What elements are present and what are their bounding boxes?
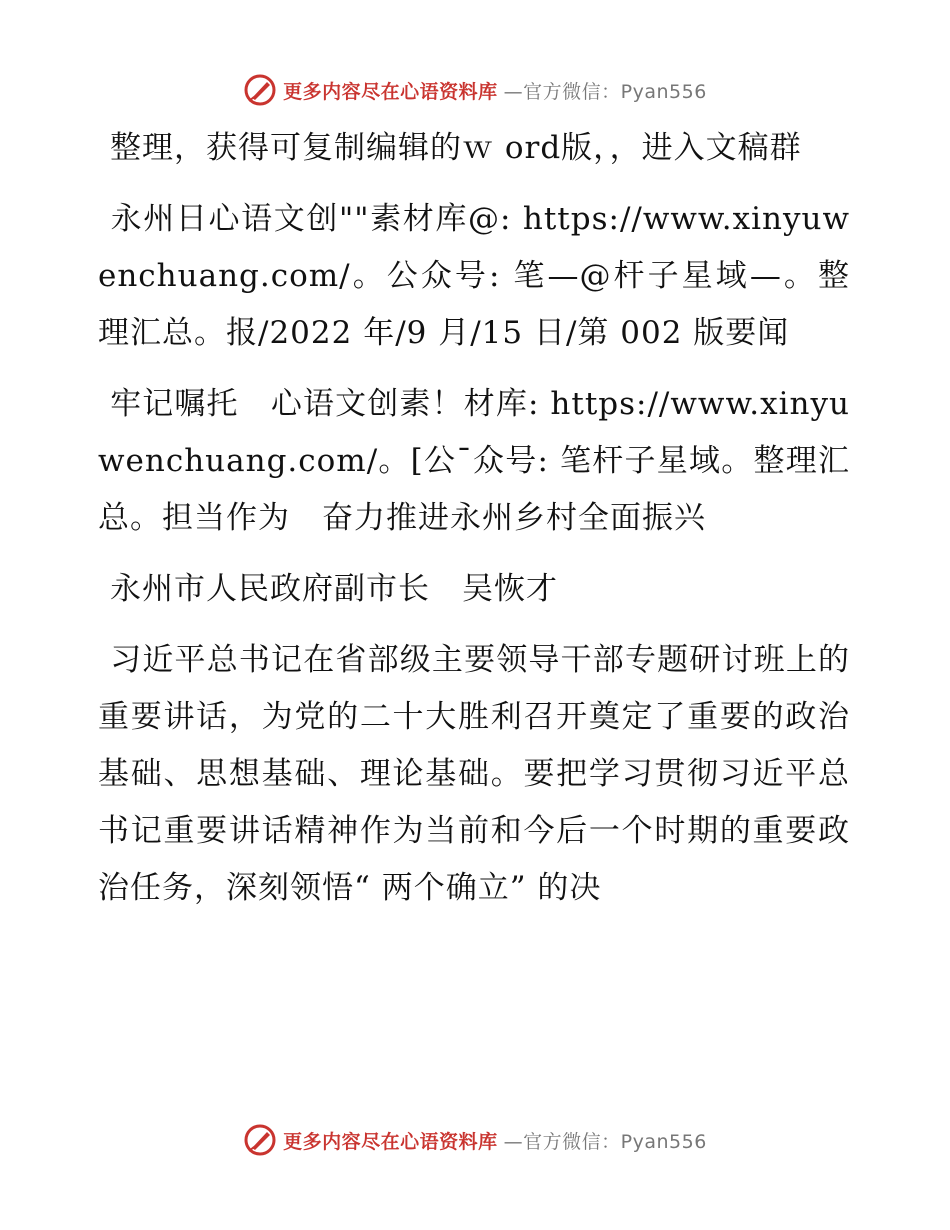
paragraph-headline: 牢记嘱托 心语文创素！材库: https://www.xinyuwenchuang.com/。[公¯众号: 笔杆子星域。整理汇总。担当作为 奋力推进永州乡村全面振兴 (98, 386, 850, 536)
header-watermark (0, 70, 950, 110)
watermark-main-text: 更多内容尽在心语资料库 (283, 80, 498, 103)
document-body (98, 120, 850, 931)
quill-pen-logo-icon (243, 73, 277, 107)
footer-watermark (0, 1120, 950, 1160)
paragraph-author: 永州市人民政府副市长 吴恢才 (110, 571, 558, 607)
paragraph-intro: 整理，获得可复制编辑的ｗ ord版，，进入文稿群 (110, 130, 802, 166)
watermark-sub-text: —官方微信：Pyan556 (503, 1130, 707, 1153)
quill-pen-logo-icon (243, 1123, 277, 1157)
watermark-main-text: 更多内容尽在心语资料库 (283, 1130, 498, 1153)
paragraph-body: 习近平总书记在省部级主要领导干部专题研讨班上的重要讲话，为党的二十大胜利召开奠定了重要的政治基础、思想基础、理论基础。要把学习贯彻习近平总书记重要讲话精神作为当前和今后一个时期的重要政治任务，深刻领悟“ 两个确立” 的决 (98, 642, 850, 906)
watermark-sub-text: —官方微信：Pyan556 (503, 80, 707, 103)
paragraph-source: 永州日心语文创""素材库@: https://www.xinyuwenchuang.com/。公众号: 笔—@杆子星域—。整理汇总。报/2022 年/9 月/15 日/第 002 版要闻 (98, 201, 850, 351)
